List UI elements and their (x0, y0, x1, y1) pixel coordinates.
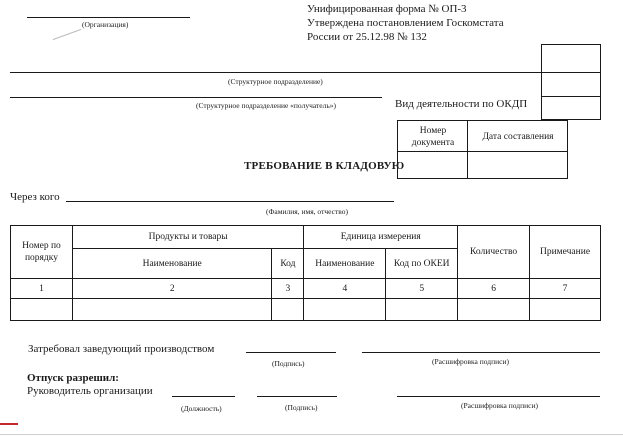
table-number-row (11, 279, 601, 299)
requested-signature-caption: (Подпись) (272, 359, 305, 368)
table-row (11, 299, 601, 321)
col-header-num: Номер по порядку (11, 226, 73, 279)
dept-receiver-line (10, 97, 382, 98)
table-cell[interactable] (11, 299, 73, 321)
through-line (66, 201, 394, 202)
head-label: Руководитель организации (27, 385, 153, 397)
doc-value-box (397, 151, 568, 179)
red-edge-mark (0, 423, 18, 425)
form-line-2: Утверждена постановлением Госкомстата (307, 17, 504, 29)
col-number: 4 (304, 279, 386, 299)
table-cell[interactable] (304, 299, 386, 321)
form-line-3: России от 25.12.98 № 132 (307, 31, 427, 43)
col-number: 7 (530, 279, 601, 299)
code-cell-top (541, 44, 601, 73)
okdp-label: Вид деятельности по ОКДП (395, 98, 528, 110)
page-edge-line (0, 434, 623, 435)
col-number: 6 (458, 279, 530, 299)
head-signature-line (257, 396, 337, 397)
col-header-name: Наименование (72, 249, 272, 279)
dept-receiver-caption: (Структурное подразделение «получатель») (196, 101, 337, 110)
doc-date-header: Дата составления (482, 132, 554, 142)
col-header-code: Код (272, 249, 304, 279)
col-number: 2 (72, 279, 272, 299)
head-decode-line (397, 396, 600, 397)
pen-mark (53, 29, 82, 40)
requested-decode-caption: (Расшифровка подписи) (432, 357, 509, 366)
table-cell[interactable] (272, 299, 304, 321)
code-cell-middle (541, 72, 601, 97)
through-label: Через кого (10, 191, 60, 203)
table-cell[interactable] (530, 299, 601, 321)
col-header-unit-name: Наименование (304, 249, 386, 279)
form-header (307, 2, 504, 44)
page-title: ТРЕБОВАНИЕ В КЛАДОВУЮ (244, 160, 405, 172)
dept-caption: (Структурное подразделение) (228, 77, 323, 86)
col-header-note: Примечание (530, 226, 601, 279)
group-header-products: Продукты и товары (72, 226, 303, 249)
head-position-line (172, 396, 235, 397)
col-number: 5 (386, 279, 458, 299)
code-cell-okdp (541, 96, 601, 120)
col-header-qty: Количество (458, 226, 530, 279)
through-caption: (Фамилия, имя, отчество) (266, 207, 348, 216)
dept-line (10, 72, 541, 73)
released-label: Отпуск разрешил: (27, 372, 119, 384)
head-position-caption: (Должность) (181, 404, 222, 413)
org-line (27, 17, 190, 18)
org-caption: (Организация) (82, 20, 129, 29)
head-signature-caption: (Подпись) (285, 403, 318, 412)
requested-label: Затребовал заведующий производством (28, 343, 215, 355)
col-header-okei: Код по ОКЕИ (386, 249, 458, 279)
table-cell[interactable] (458, 299, 530, 321)
col-number: 1 (11, 279, 73, 299)
group-header-unit: Единица измерения (304, 226, 458, 249)
requested-signature-line (246, 352, 336, 353)
table-cell[interactable] (72, 299, 272, 321)
col-number: 3 (272, 279, 304, 299)
doc-number-header: Номер документа (411, 126, 455, 148)
head-decode-caption: (Расшифровка подписи) (461, 401, 538, 410)
requested-decode-line (362, 352, 600, 353)
table-cell[interactable] (386, 299, 458, 321)
form-line-1: Унифицированная форма № ОП-3 (307, 3, 467, 15)
items-table (10, 225, 601, 321)
